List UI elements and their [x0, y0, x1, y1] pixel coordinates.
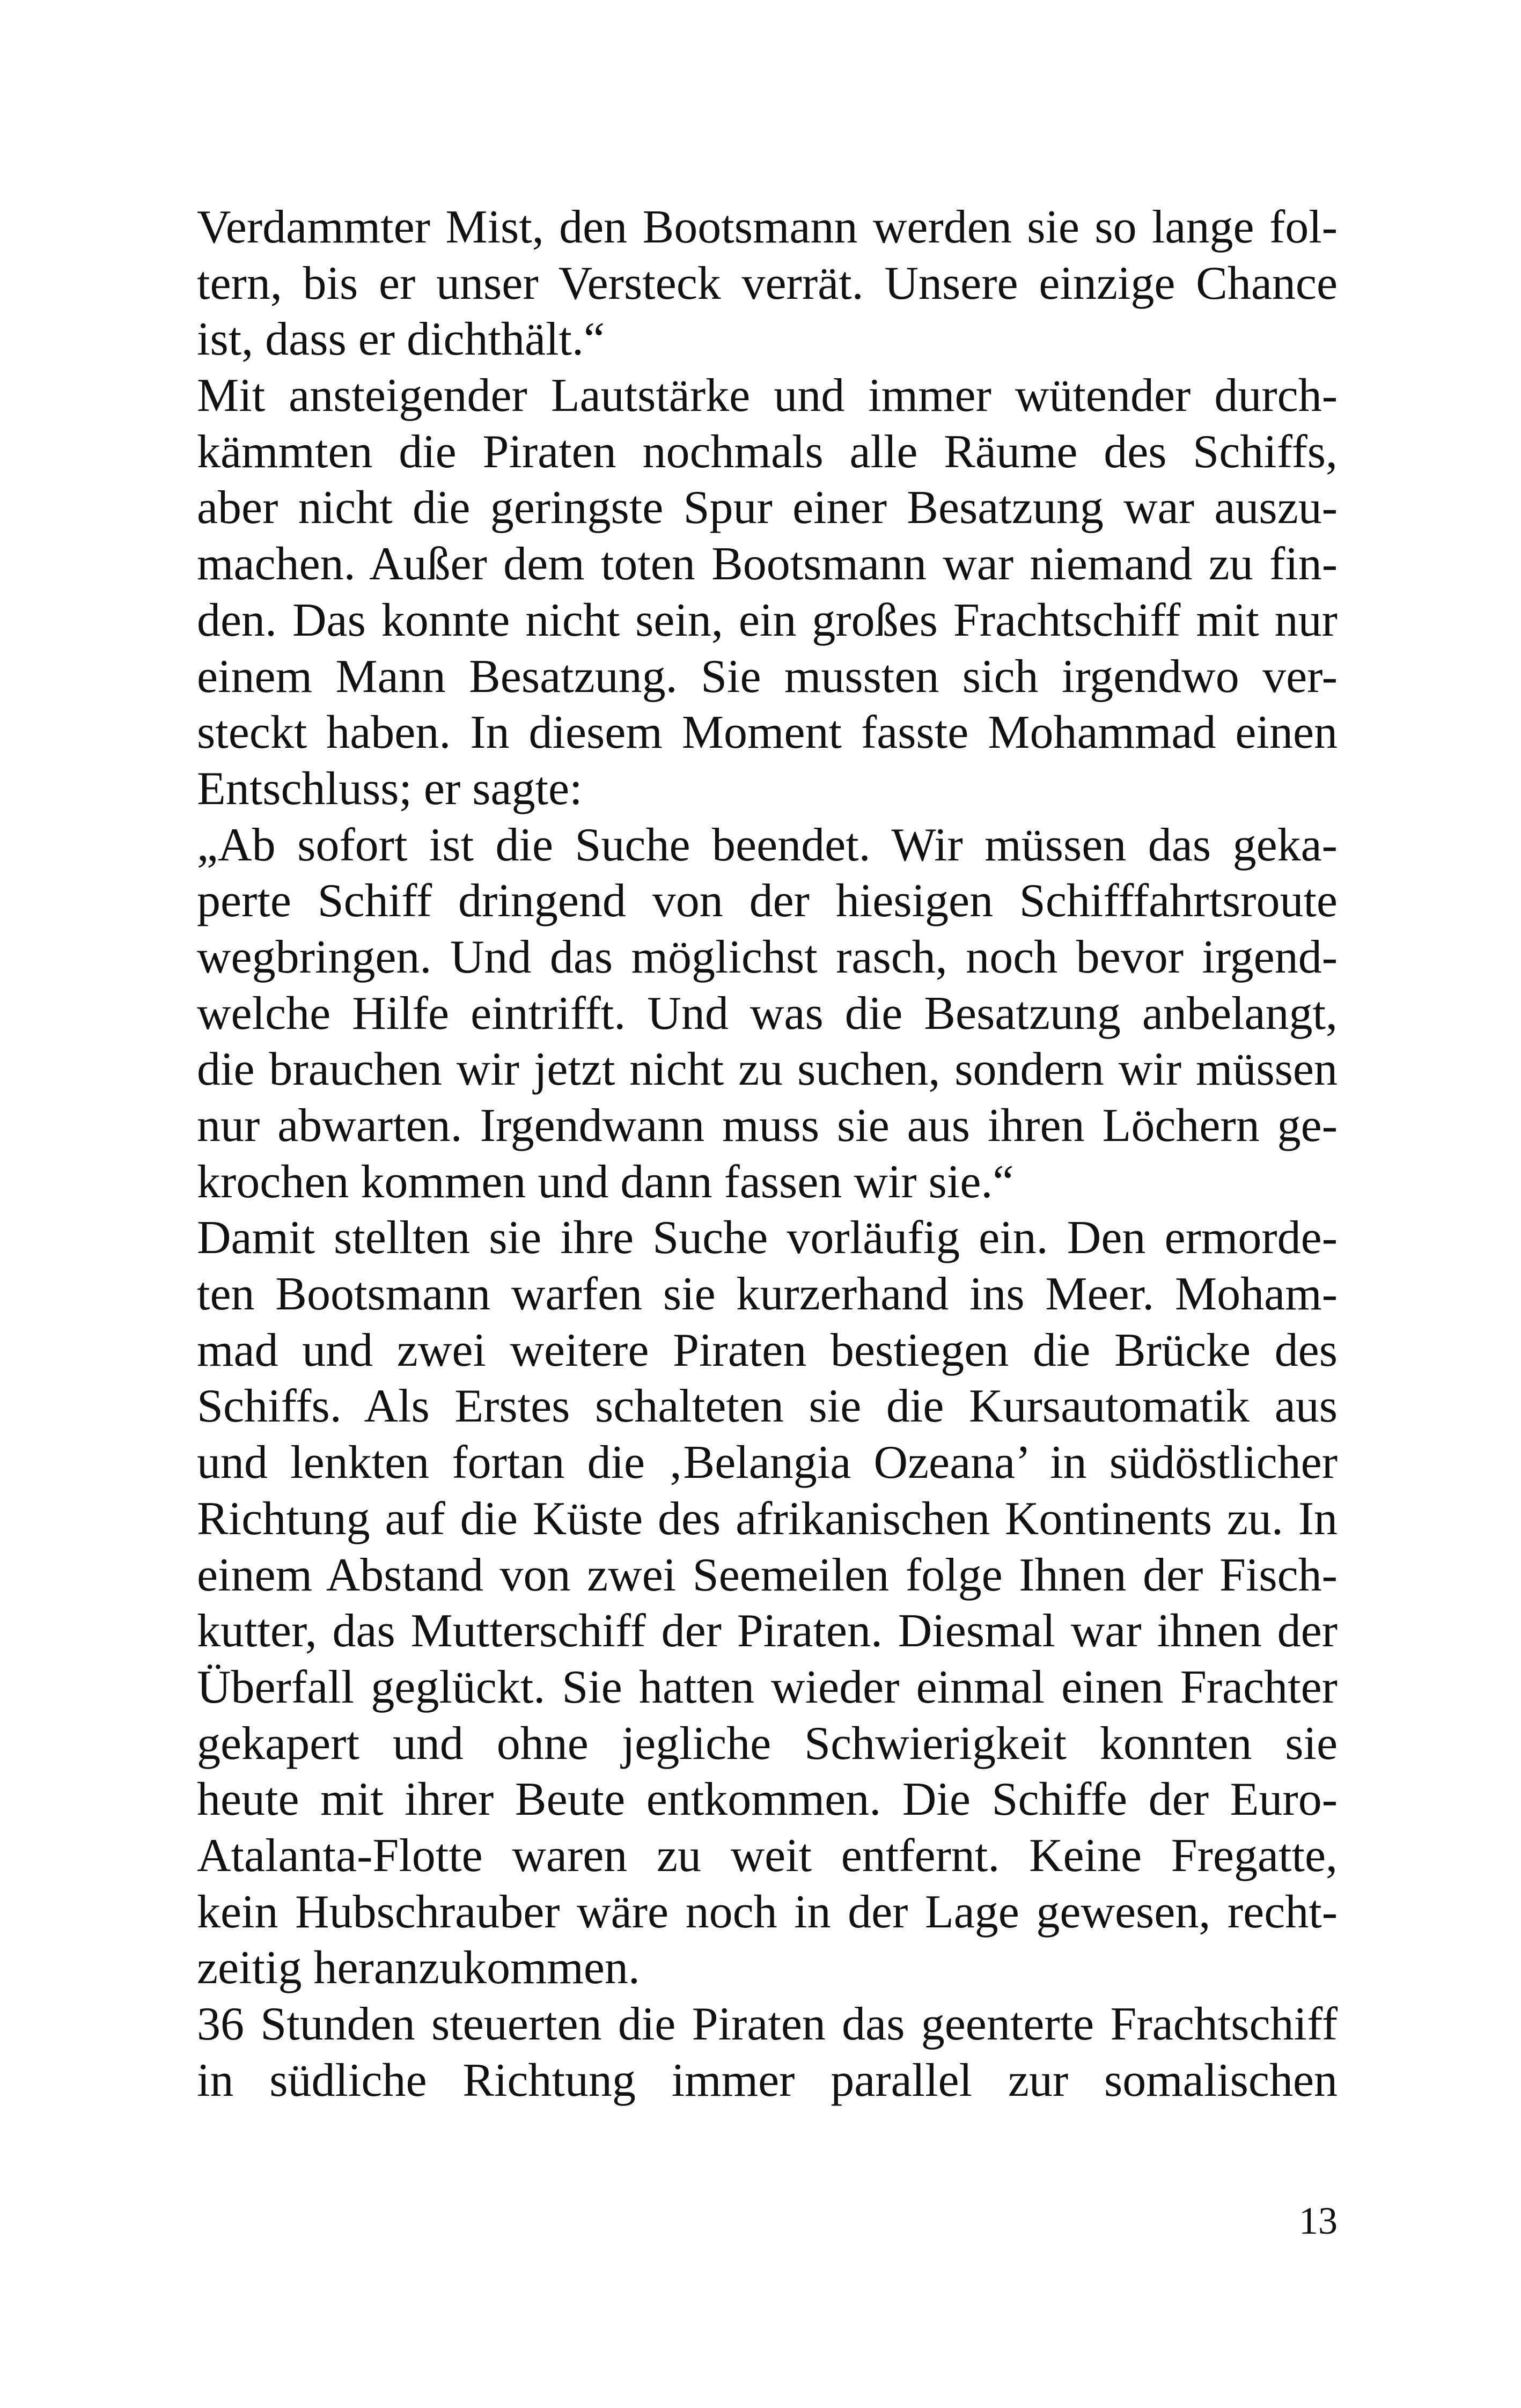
text-line: kutter, das Mutterschiff der Piraten. Diesmal war ihnen der [197, 1605, 1338, 1658]
text-line: 36 Stunden steuerten die Piraten das geenterte Frachtschiff [197, 1998, 1338, 2050]
text-line: machen. Außer dem toten Bootsmann war niemand zu fin- [197, 538, 1338, 591]
text-line: kämmten die Piraten nochmals alle Räume des Schiffs, [197, 425, 1338, 478]
text-line: wegbringen. Und das möglichst rasch, noch bevor irgend- [197, 931, 1338, 983]
text-line: den. Das konnte nicht sein, ein großes Frachtschiff mit nur [197, 594, 1338, 646]
text-line: tern, bis er unser Versteck verrät. Unsere einzige Chance [197, 257, 1338, 310]
text-line: Schiffs. Als Erstes schalteten sie die Kursautomatik aus [197, 1380, 1338, 1433]
text-line: zeitig heranzukommen. [197, 1942, 640, 1994]
page-number: 13 [1299, 2199, 1338, 2242]
text-line: aber nicht die geringste Spur einer Besatzung war auszu- [197, 482, 1338, 534]
text-line: in südliche Richtung immer parallel zur somalischen [197, 2054, 1338, 2107]
text-line: Überfall geglückt. Sie hatten wieder einmal einen Frachter [197, 1661, 1338, 1713]
text-line: nur abwarten. Irgendwann muss sie aus ihren Löchern ge- [197, 1100, 1338, 1152]
text-line: gekapert und ohne jegliche Schwierigkeit konnten sie [197, 1717, 1338, 1770]
text-line: heute mit ihrer Beute entkommen. Die Schiffe der Euro- [197, 1773, 1338, 1826]
text-line: Atalanta-Flotte waren zu weit entfernt. Keine Fregatte, [197, 1829, 1338, 1882]
text-line: Richtung auf die Küste des afrikanischen Kontinents zu. In [197, 1492, 1338, 1545]
text-line: einem Abstand von zwei Seemeilen folge Ihnen der Fisch- [197, 1549, 1338, 1601]
text-line: krochen kommen und dann fassen wir sie.“ [197, 1155, 1014, 1208]
text-line: einem Mann Besatzung. Sie mussten sich irgendwo ver- [197, 650, 1338, 703]
text-line: und lenkten fortan die ‚Belangia Ozeana’ in südöstlicher [197, 1437, 1338, 1489]
text-line: Damit stellten sie ihre Suche vorläufig ein. Den ermorde- [197, 1212, 1338, 1264]
text-line: „Ab sofort ist die Suche beendet. Wir müssen das geka- [197, 819, 1338, 871]
text-line: steckt haben. In diesem Moment fasste Mohammad einen [197, 706, 1338, 759]
text-line: ten Bootsmann warfen sie kurzerhand ins Meer. Moham- [197, 1268, 1338, 1321]
text-line: ist, dass er dichthält.“ [197, 313, 605, 366]
text-line: Entschluss; er sagte: [197, 762, 583, 815]
text-line: perte Schiff dringend von der hiesigen Schifffahrtsroute [197, 875, 1338, 927]
text-line: mad und zwei weitere Piraten bestiegen die Brücke des [197, 1324, 1338, 1376]
text-line: Verdammter Mist, den Bootsmann werden sie so lange fol- [197, 201, 1338, 253]
text-line: welche Hilfe eintrifft. Und was die Besatzung anbelangt, [197, 987, 1338, 1040]
text-line: die brauchen wir jetzt nicht zu suchen, sondern wir müssen [197, 1043, 1338, 1096]
text-line: kein Hubschrauber wäre noch in der Lage gewesen, recht- [197, 1886, 1338, 1938]
body-text [197, 200, 1338, 2109]
text-line: Mit ansteigender Lautstärke und immer wütender durch- [197, 370, 1338, 422]
